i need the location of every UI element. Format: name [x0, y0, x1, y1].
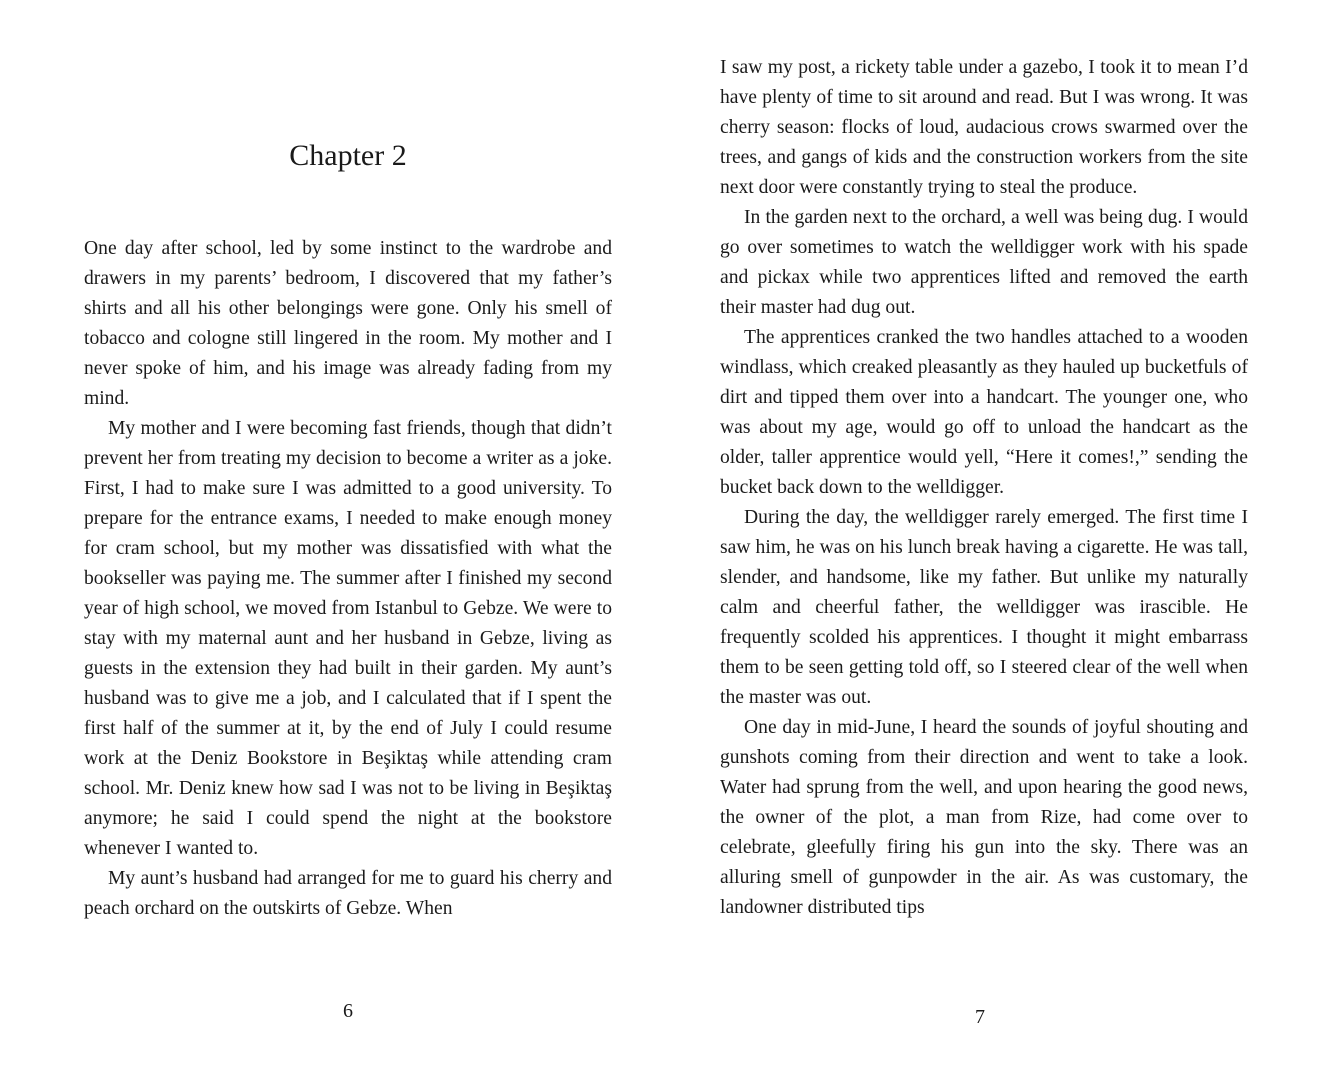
paragraph: The apprentices cranked the two handles attached to a wooden windlass, which creaked pleasantly as they hauled up bucketfuls of dirt and tipped them over into a handcart. The younger one, who was about my age, would go off to unload the handcart as the older, taller apprentice would yell, “Here it comes!,” sending the bucket back down to the welldigger. — [720, 327, 1248, 498]
chapter-title: Chapter 2 — [289, 139, 407, 172]
left-page-text — [84, 234, 612, 924]
paragraph: One day after school, led by some instinct to the wardrobe and drawers in my parents’ bedroom, I discovered that my father’s shirts and all his other belongings were gone. Only his smell of tobacco and cologne still lingered in the room. My mother and I never spoke of him, and his image was already fading from my mind. — [84, 238, 612, 409]
paragraph: I saw my post, a rickety table under a gazebo, I took it to mean I’d have plenty of time to sit around and read. But I was wrong. It was cherry season: flocks of loud, audacious crows swarmed over the trees, and gangs of kids and the construction workers from the site next door were constantly trying to steal the produce. — [720, 57, 1248, 198]
left-page — [0, 0, 664, 1080]
page-number: 7 — [975, 1006, 985, 1028]
right-page-text — [720, 53, 1248, 923]
paragraph: My mother and I were becoming fast friends, though that didn’t prevent her from treating my decision to become a writer as a joke. First, I had to make sure I was admitted to a good university. To prepare for the entrance exams, I needed to make enough money for cram school, but my mother was dissatisfied with what the bookseller was paying me. The summer after I finished my second year of high school, we moved from Istanbul to Gebze. We were to stay with my maternal aunt and her husband in Gebze, living as guests in the extension they had built in their garden. My aunt’s husband was to give me a job, and I calculated that if I spent the first half of the summer at it, by the end of July I could resume work at the Deniz Bookstore in Beşiktaş while attending cram school. Mr. Deniz knew how sad I was not to be living in Beşiktaş anymore; he said I could spend the night at the bookstore whenever I wanted to. — [84, 418, 612, 859]
paragraph: In the garden next to the orchard, a well was being dug. I would go over sometimes to watch the welldigger work with his spade and pickax while two apprentices lifted and removed the earth their master had dug out. — [720, 207, 1248, 318]
paragraph: During the day, the welldigger rarely emerged. The first time I saw him, he was on his lunch break having a cigarette. He was tall, slender, and handsome, like my father. But unlike my naturally calm and cheerful father, the welldigger was irascible. He frequently scolded his apprentices. I thought it might embarrass them to be seen getting told off, so I steered clear of the well when the master was out. — [720, 507, 1248, 708]
paragraph: One day in mid-June, I heard the sounds of joyful shouting and gunshots coming from their direction and went to take a look. Water had sprung from the well, and upon hearing the good news, the owner of the plot, a man from Rize, had come over to celebrate, gleefully firing his gun into the sky. There was an alluring smell of gunpowder in the air. As was customary, the landowner distributed tips — [720, 717, 1248, 918]
right-page — [664, 0, 1329, 1080]
paragraph: My aunt’s husband had arranged for me to guard his cherry and peach orchard on the outskirts of Gebze. When — [84, 868, 612, 919]
page-number: 6 — [343, 1000, 353, 1022]
